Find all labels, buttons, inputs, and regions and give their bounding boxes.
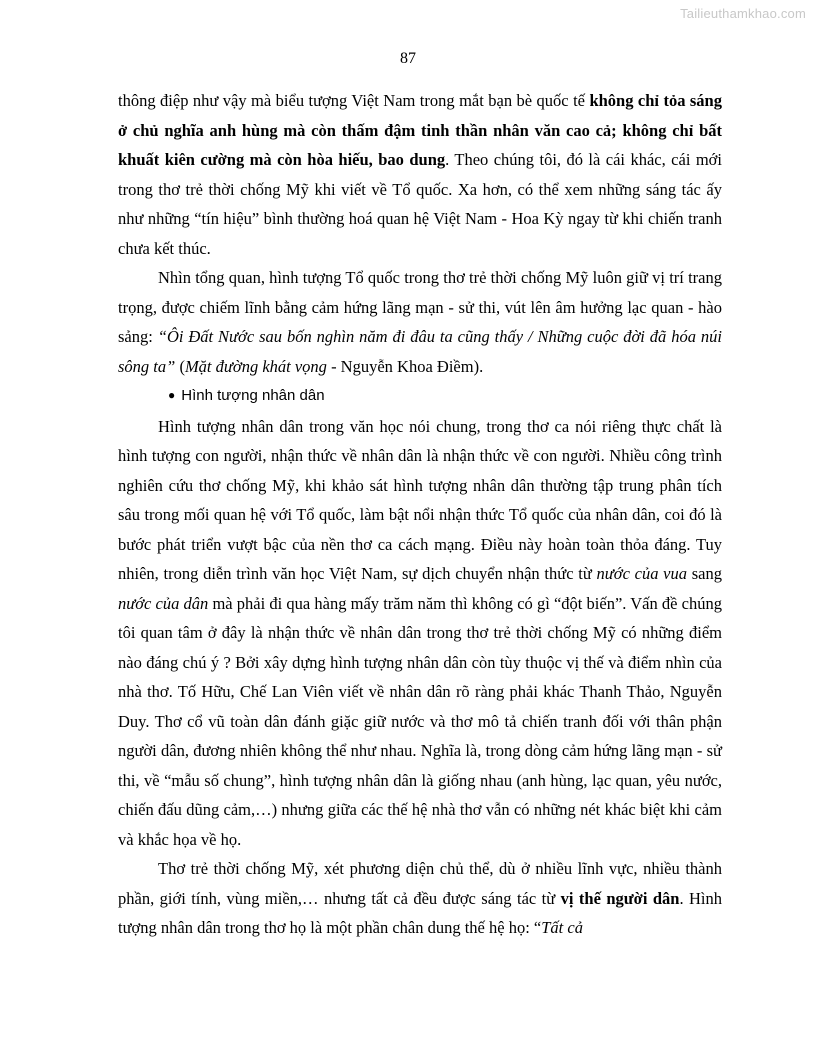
bold-run: không chỉ tỏa sáng ở chủ nghĩa anh hùng mà còn thấm đậm tinh thần nhân văn cao cả; không chỉ bất khuất kiên cường mà còn hòa hiếu, bao dung [118, 91, 722, 169]
text-run: - Nguyễn Khoa Điềm). [326, 356, 484, 376]
page-body [118, 86, 722, 943]
text-run: Nhìn tổng quan, hình tượng Tổ quốc trong thơ trẻ thời chống Mỹ luôn giữ vị trí trang trọng, được chiếm lĩnh bằng cảm hứng lãng mạn - sử thi, vút lên âm hưởng lạc quan - hào sảng: [118, 268, 722, 346]
paragraph-4 [118, 854, 722, 943]
text-run: thông điệp như vậy mà biểu tượng Việt Nam trong mắt bạn bè quốc tế [118, 91, 590, 110]
paragraph-3 [118, 412, 722, 855]
text-run: sang [687, 564, 722, 583]
italic-run: nước của dân [118, 593, 209, 613]
paragraph-2 [118, 263, 722, 381]
text-run: ( [175, 356, 185, 376]
section-heading-label: Hình tượng nhân dân [181, 387, 325, 404]
italic-run: nước của vua [596, 564, 688, 583]
page-number: 87 [400, 50, 416, 67]
text-run: . Theo chúng tôi, đó là cái khác, cái mới trong thơ trẻ thời chống Mỹ khi viết về Tổ quốc. Xa hơn, có thể xem những sáng tác ấy như những “tín hiệu” bình thường hoá quan hệ Việt Nam - Hoa Kỳ ngay từ khi chiến tranh chưa kết thúc. [118, 150, 722, 258]
italic-run: Tất cả [541, 918, 583, 937]
quote-run: “Ôi Đất Nước sau bốn nghìn năm đi đâu ta cũng thấy / Những cuộc đời đã hóa núi sông ta” [118, 327, 722, 376]
watermark: Tailieuthamkhao.com [680, 6, 806, 21]
text-run: . Hình tượng nhân dân trong thơ họ là một phần chân dung thế hệ họ: “ [118, 888, 723, 937]
bullet-icon: ● [168, 388, 176, 402]
paragraph-1 [118, 86, 722, 263]
italic-run: Mặt đường khát vọng [184, 356, 327, 376]
text-run: mà phải đi qua hàng mấy trăm năm thì không có gì “đột biến”. Vấn đề chúng tôi quan tâm ở đây là nhận thức về nhân dân trong thơ trẻ thời chống Mỹ có những điểm nào đáng chú ý ? Bởi xây dựng hình tượng nhân dân còn tùy thuộc vị thế và điểm nhìn của nhà thơ. Tố Hữu, Chế Lan Viên viết về nhân dân rõ ràng phải khác Thanh Thảo, Nguyễn Duy. Thơ cổ vũ toàn dân đánh giặc giữ nước và thơ mô tả chiến tranh đối với thân phận người dân, đương nhiên không thể như nhau. Nghĩa là, trong dòng cảm hứng lãng mạn - sử thi, về “mẫu số chung”, hình tượng nhân dân là giống nhau (anh hùng, lạc quan, yêu nước, chiến đấu dũng cảm,…) nhưng giữa các thế hệ nhà thơ vẫn có những nét khác biệt khi cảm và khắc họa về họ. [118, 593, 722, 849]
section-heading [118, 381, 722, 412]
text-run: Thơ trẻ thời chống Mỹ, xét phương diện chủ thể, dù ở nhiều lĩnh vực, nhiều thành phần, giới tính, vùng miền,… nhưng tất cả đều được sáng tác từ [118, 859, 722, 908]
bold-run: vị thế người dân [560, 888, 680, 908]
text-run: Hình tượng nhân dân trong văn học nói chung, trong thơ ca nói riêng thực chất là hình tượng con người, nhận thức về nhân dân là nhận thức về con người. Nhiều công trình nghiên cứu thơ chống Mỹ, khi khảo sát hình tượng nhân dân thường tập trung phân tích sâu trong mối quan hệ với Tổ quốc, làm bật nổi nhận thức Tổ quốc của nhân dân, coi đó là bước phát triển vượt bậc của nền thơ ca cách mạng. Điều này hoàn toàn thỏa đáng. Tuy nhiên, trong diễn trình văn học Việt Nam, sự dịch chuyển nhận thức từ [118, 416, 722, 583]
